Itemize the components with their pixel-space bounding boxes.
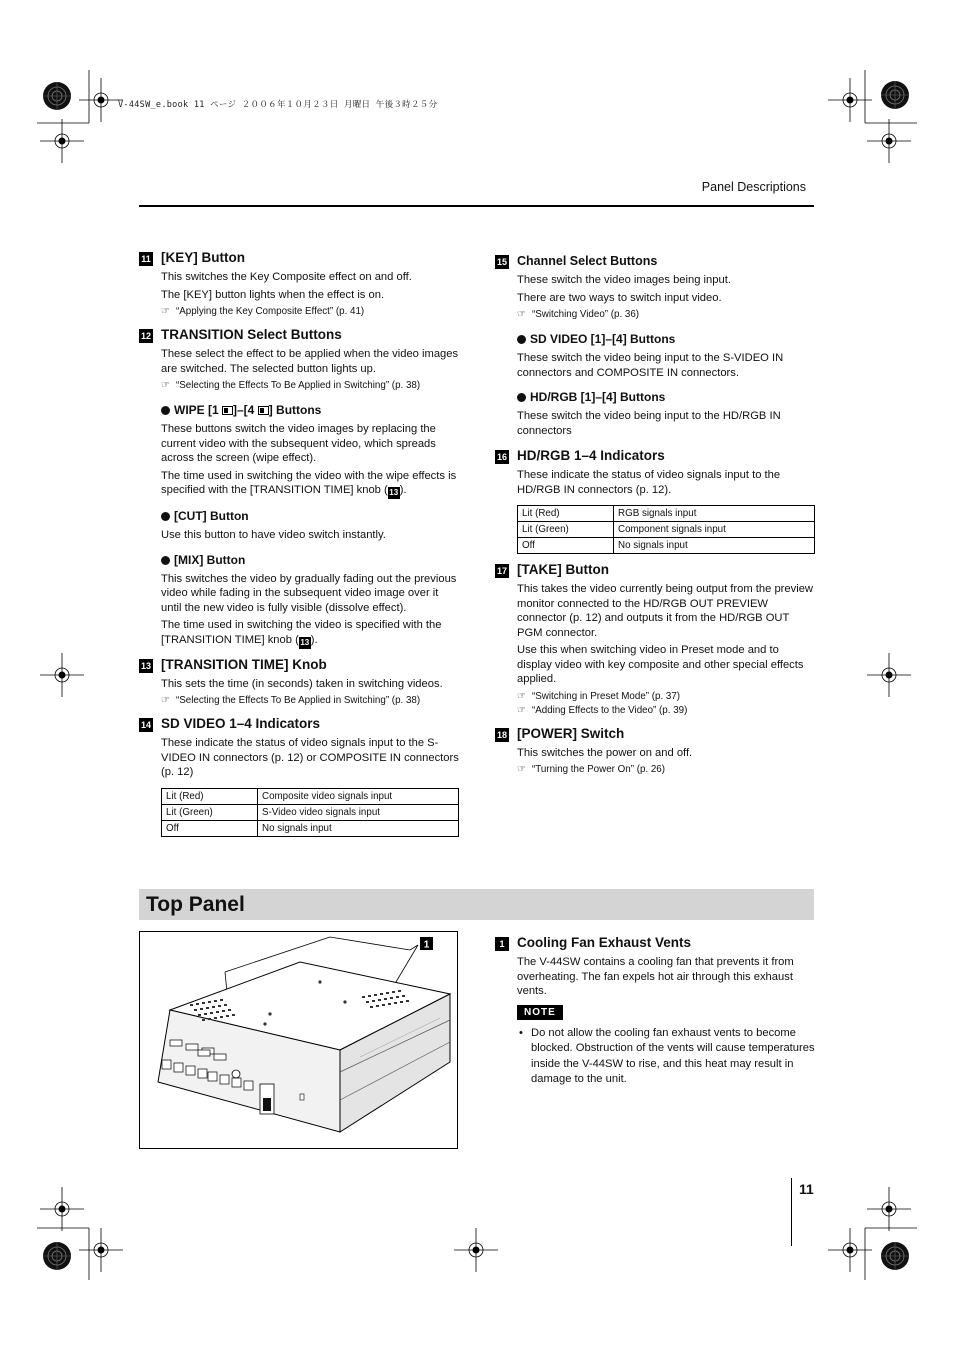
cross-reference: ☞ “Applying the Key Composite Effect” (p. 41) bbox=[161, 306, 365, 317]
section-title: Channel Select Buttons bbox=[517, 254, 658, 268]
section-title: Cooling Fan Exhaust Vents bbox=[517, 935, 692, 950]
paragraph: The time used in switching the video is specified with the [TRANSITION TIME] knob ( 13 ). bbox=[161, 619, 442, 647]
section-hd-rgb-indicators bbox=[495, 448, 815, 554]
section-number: 17 bbox=[496, 566, 507, 576]
paragraph: These select the effect to be applied when the video images are switched. The selected button lights up. bbox=[161, 348, 459, 375]
table-row: Lit (Green) S-Video video signals input bbox=[162, 804, 459, 820]
v44sw-device-drawing bbox=[140, 932, 458, 1149]
paragraph: These indicate the status of video signals input to the HD/RGB IN connectors (p. 12). bbox=[517, 469, 781, 496]
section-number: 11 bbox=[139, 252, 153, 266]
paragraph: Use this when switching video in Preset mode and to display video with key composite and other special effects applied. bbox=[517, 644, 804, 685]
section-number: 12 bbox=[140, 331, 151, 341]
paragraph: These switch the video being input to the S-VIDEO IN connectors and COMPOSITE IN connectors. bbox=[517, 352, 784, 379]
section-transition-select bbox=[139, 327, 459, 649]
section-power-switch bbox=[495, 726, 815, 778]
section-transition-time bbox=[139, 657, 459, 709]
cross-reference: ☞ “Switching Video” (p. 36) bbox=[517, 309, 640, 320]
paragraph: The time used in switching the video with the wipe effects is specified with the [TRANSITION TIME] knob ( 13 ). bbox=[161, 469, 457, 497]
section-title: TRANSITION Select Buttons bbox=[161, 327, 342, 342]
paragraph: These switch the video being input to the HD/RGB IN connectors bbox=[517, 410, 781, 437]
section-heading-top-panel: Top Panel bbox=[146, 893, 245, 916]
paragraph: These indicate the status of video signals input to the S-VIDEO IN connectors (p. 12) or COMPOSITE IN connectors (p. 12) bbox=[161, 737, 459, 778]
file-header: V-44SW_e.book 11 ページ ２００６年１０月２３日 月曜日 午後３時２５分 bbox=[118, 100, 438, 110]
paragraph: These switch the video images being input. bbox=[517, 274, 731, 286]
note-badge: NOTE bbox=[517, 1005, 563, 1020]
subsection-title-hd-rgb: HD/RGB [1]–[4] Buttons bbox=[517, 390, 815, 404]
left-column bbox=[139, 250, 459, 845]
cross-reference: ☞ “Selecting the Effects To Be Applied in Switching” (p. 38) bbox=[161, 695, 421, 706]
pointing-hand-icon: ☞ bbox=[161, 695, 170, 706]
section-cooling-fan bbox=[495, 935, 815, 1088]
page-number-rule bbox=[791, 1178, 792, 1246]
cross-reference: ☞ “Switching in Preset Mode” (p. 37) bbox=[517, 690, 681, 702]
bullet-dot-icon bbox=[161, 406, 170, 415]
wipe-pattern-4-icon bbox=[258, 406, 269, 415]
section-number: 15 bbox=[496, 257, 507, 267]
section-title: [POWER] Switch bbox=[517, 725, 625, 741]
section-number: 1 bbox=[495, 937, 509, 951]
section-take-button bbox=[495, 562, 815, 718]
indicator-table bbox=[517, 505, 815, 554]
paragraph: This takes the video currently being output from the preview monitor connected to the HD/RGB OUT PREVIEW connector (p. 12) and outputs it from the HD/RGB OUT PGM connector. bbox=[517, 583, 813, 639]
running-head: Panel Descriptions bbox=[701, 180, 806, 194]
pointing-hand-icon: ☞ bbox=[161, 380, 170, 391]
table-row: Lit (Red) Composite video signals input bbox=[162, 788, 459, 804]
note-bullet: • Do not allow the cooling fan exhaust vents to become blocked. Obstruction of the vents will cause temperatures inside the V-44SW to rise, and this heat may result in damage to the unit. bbox=[517, 1026, 815, 1088]
bullet-dot-icon bbox=[161, 556, 170, 565]
section-number: 13 bbox=[140, 660, 151, 671]
pointing-hand-icon: ☞ bbox=[517, 764, 526, 775]
indicator-table bbox=[161, 788, 459, 837]
section-title: [KEY] Button bbox=[161, 250, 245, 265]
pointing-hand-icon: ☞ bbox=[517, 704, 526, 716]
svg-text:1: 1 bbox=[423, 939, 430, 951]
page-number: 11 bbox=[799, 1181, 814, 1197]
bullet-dot-icon bbox=[517, 393, 526, 402]
table-row: Off No signals input bbox=[162, 820, 459, 836]
subsection-title-sd-video: SD VIDEO [1]–[4] Buttons bbox=[517, 332, 815, 346]
paragraph: Use this button to have video switch instantly. bbox=[161, 529, 386, 541]
table-row: Lit (Green) Component signals input bbox=[518, 522, 815, 538]
subsection-title-wipe: WIPE [1 ]–[4 ] Buttons bbox=[161, 403, 459, 417]
section-title: [TRANSITION TIME] Knob bbox=[161, 656, 327, 672]
device-illustration bbox=[139, 931, 458, 1149]
paragraph: These buttons switch the video images by replacing the current video with the subsequent video, which spreads across the screen (wipe effect). bbox=[161, 423, 436, 464]
subsection-title-cut: [CUT] Button bbox=[161, 509, 459, 523]
paragraph: This switches the video by gradually fading out the previous video while fading in the subsequent video image over it until the new video is fully visible (dissolve effect). bbox=[161, 572, 457, 614]
section-title: SD VIDEO 1–4 Indicators bbox=[161, 716, 321, 731]
cross-reference: ☞ “Adding Effects to the Video” (p. 39) bbox=[517, 704, 688, 716]
section-sd-video-indicators bbox=[139, 716, 459, 837]
header-rule bbox=[139, 205, 814, 207]
paragraph: This switches the power on and off. bbox=[517, 746, 693, 759]
section-title: HD/RGB 1–4 Indicators bbox=[517, 448, 665, 463]
section-ref-number: 13 bbox=[300, 637, 310, 647]
bullet-dot-icon bbox=[517, 335, 526, 344]
pointing-hand-icon: ☞ bbox=[161, 306, 170, 317]
right-column bbox=[495, 253, 815, 785]
pointing-hand-icon: ☞ bbox=[517, 309, 526, 320]
paragraph: This switches the Key Composite effect on and off. bbox=[161, 271, 412, 283]
paragraph: This sets the time (in seconds) taken in switching videos. bbox=[161, 677, 443, 690]
table-row: Lit (Red) RGB signals input bbox=[518, 506, 815, 522]
wipe-pattern-1-icon bbox=[222, 406, 233, 415]
section-title: [TAKE] Button bbox=[517, 562, 609, 577]
paragraph: There are two ways to switch input video. bbox=[517, 291, 722, 304]
pointing-hand-icon: ☞ bbox=[517, 690, 526, 702]
bullet-dot-icon bbox=[161, 512, 170, 521]
cross-reference: ☞ “Turning the Power On” (p. 26) bbox=[517, 764, 666, 775]
section-number: 14 bbox=[140, 720, 151, 730]
section-number: 16 bbox=[496, 452, 507, 462]
table-row: Off No signals input bbox=[518, 538, 815, 554]
section-number: 18 bbox=[496, 729, 507, 740]
paragraph: The V-44SW contains a cooling fan that prevents it from overheating. The fan expels hot air through this exhaust vents. bbox=[517, 956, 794, 997]
top-panel-description bbox=[495, 935, 815, 1096]
subsection-title-mix: [MIX] Button bbox=[161, 553, 459, 567]
cross-reference: ☞ “Selecting the Effects To Be Applied in Switching” (p. 38) bbox=[161, 380, 421, 391]
paragraph: The [KEY] button lights when the effect is on. bbox=[161, 288, 385, 301]
section-key-button bbox=[139, 250, 459, 319]
section-channel-select bbox=[495, 253, 815, 438]
section-ref-number: 13 bbox=[389, 488, 399, 497]
